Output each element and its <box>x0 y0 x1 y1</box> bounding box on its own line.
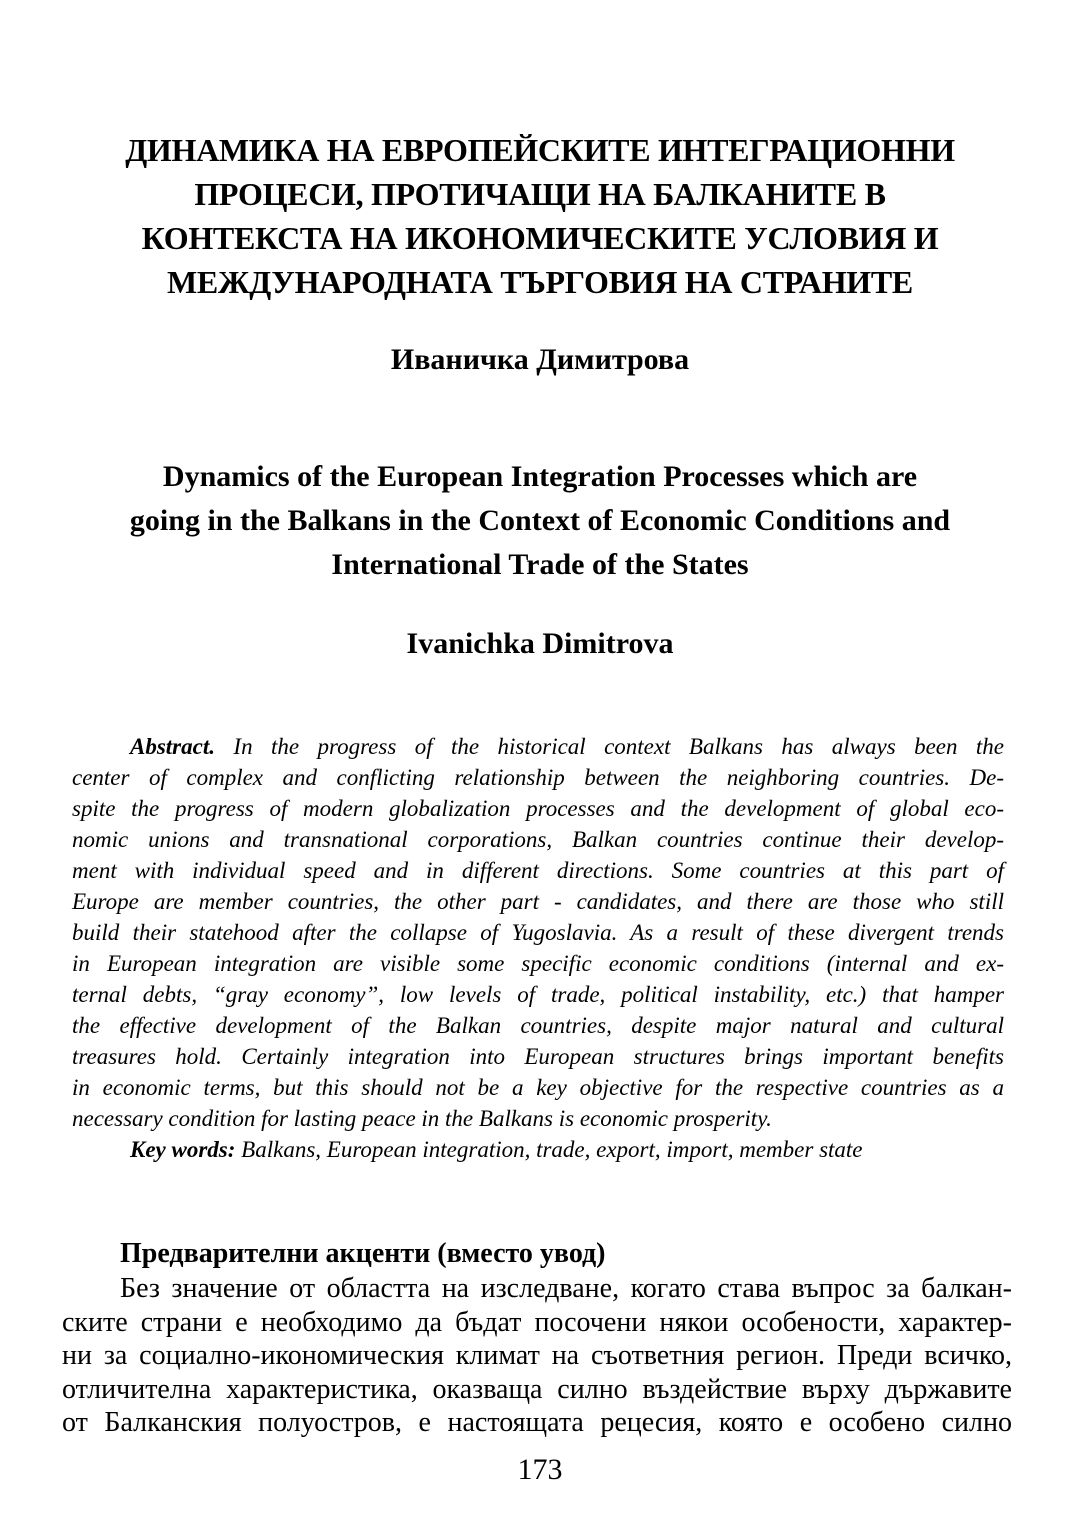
title-bulgarian <box>38 128 1042 304</box>
body-line: отличителна характеристика, оказваща силно въздействие върху държавите <box>62 1373 1012 1405</box>
page-number: 173 <box>517 1453 563 1486</box>
keywords-label: Key words: <box>130 1137 236 1162</box>
abstract-line: Europe are member countries, the other part - candidates, and there are those who still <box>72 889 1004 914</box>
section-heading: Предварителни акценти (вместо увод) <box>120 1238 606 1269</box>
title-english <box>38 455 1042 587</box>
body-line: ни за социално-икономическия климат на съответния регион. Преди всичко, <box>62 1340 1012 1371</box>
abstract-line: the effective development of the Balkan countries, despite major natural and cultural <box>72 1013 1004 1038</box>
body-line: Без значение от областта на изследване, когато става въпрос за балкан- <box>120 1273 1012 1304</box>
abstract-line: in European integration are visible some specific economic conditions (internal and ex- <box>72 951 1004 976</box>
title-bulgarian-line: ПРОЦЕСИ, ПРОТИЧАЩИ НА БАЛКАНИТЕ В <box>194 176 886 212</box>
title-bulgarian-line: ДИНАМИКА НА ЕВРОПЕЙСКИТЕ ИНТЕГРАЦИОННИ <box>125 132 955 168</box>
abstract-line: nomic unions and transnational corporations, Balkan countries continue their develop- <box>72 827 1004 852</box>
title-bulgarian-line: КОНТЕКСТА НА ИКОНОМИЧЕСКИТЕ УСЛОВИЯ И <box>141 220 939 256</box>
abstract-line: center of complex and conflicting relationship between the neighboring countries. De- <box>72 765 1004 790</box>
abstract-line: ternal debts, “gray economy”, low levels of trade, political instability, etc.) that hamper <box>72 982 1004 1007</box>
keywords-text: Balkans, European integration, trade, export, import, member state <box>241 1137 863 1162</box>
section-block <box>62 1236 1012 1440</box>
abstract-block <box>72 731 1004 1165</box>
body-line: от Балканския полуостров, е настоящата рецесия, която е особено силно <box>62 1407 1012 1438</box>
author-bulgarian: Иваничка Димитрова <box>390 343 690 376</box>
title-english-line: Dynamics of the European Integration Processes which are <box>162 460 918 493</box>
abstract-label: Abstract. <box>130 734 215 759</box>
keywords-line <box>72 1134 1004 1165</box>
title-english-line: International Trade of the States <box>331 548 749 581</box>
abstract-line: spite the progress of modern globalization processes and the development of global eco- <box>72 796 1004 821</box>
abstract-line: build their statehood after the collapse of Yugoslavia. As a result of these divergent trends <box>72 920 1004 945</box>
abstract-line: ment with individual speed and in different directions. Some countries at this part of <box>72 858 1004 883</box>
abstract-text: In the progress of the historical context Balkans has always been the <box>233 734 1004 759</box>
title-english-line: going in the Balkans in the Context of Economic Conditions and <box>129 504 951 537</box>
abstract-line: necessary condition for lasting peace in the Balkans is economic prosperity. <box>72 1106 772 1131</box>
author-english: Ivanichka Dimitrova <box>406 627 674 660</box>
title-bulgarian-line: МЕЖДУНАРОДНАТА ТЪРГОВИЯ НА СТРАНИТЕ <box>167 264 913 300</box>
abstract-line: treasures hold. Certainly integration into European structures brings important benefits <box>72 1044 1004 1069</box>
body-line: ските страни е необходимо да бъдат посочени някои особености, характер- <box>62 1306 1012 1338</box>
abstract-line <box>72 731 1004 762</box>
abstract-line: in economic terms, but this should not be a key objective for the respective countries as a <box>72 1075 1004 1100</box>
